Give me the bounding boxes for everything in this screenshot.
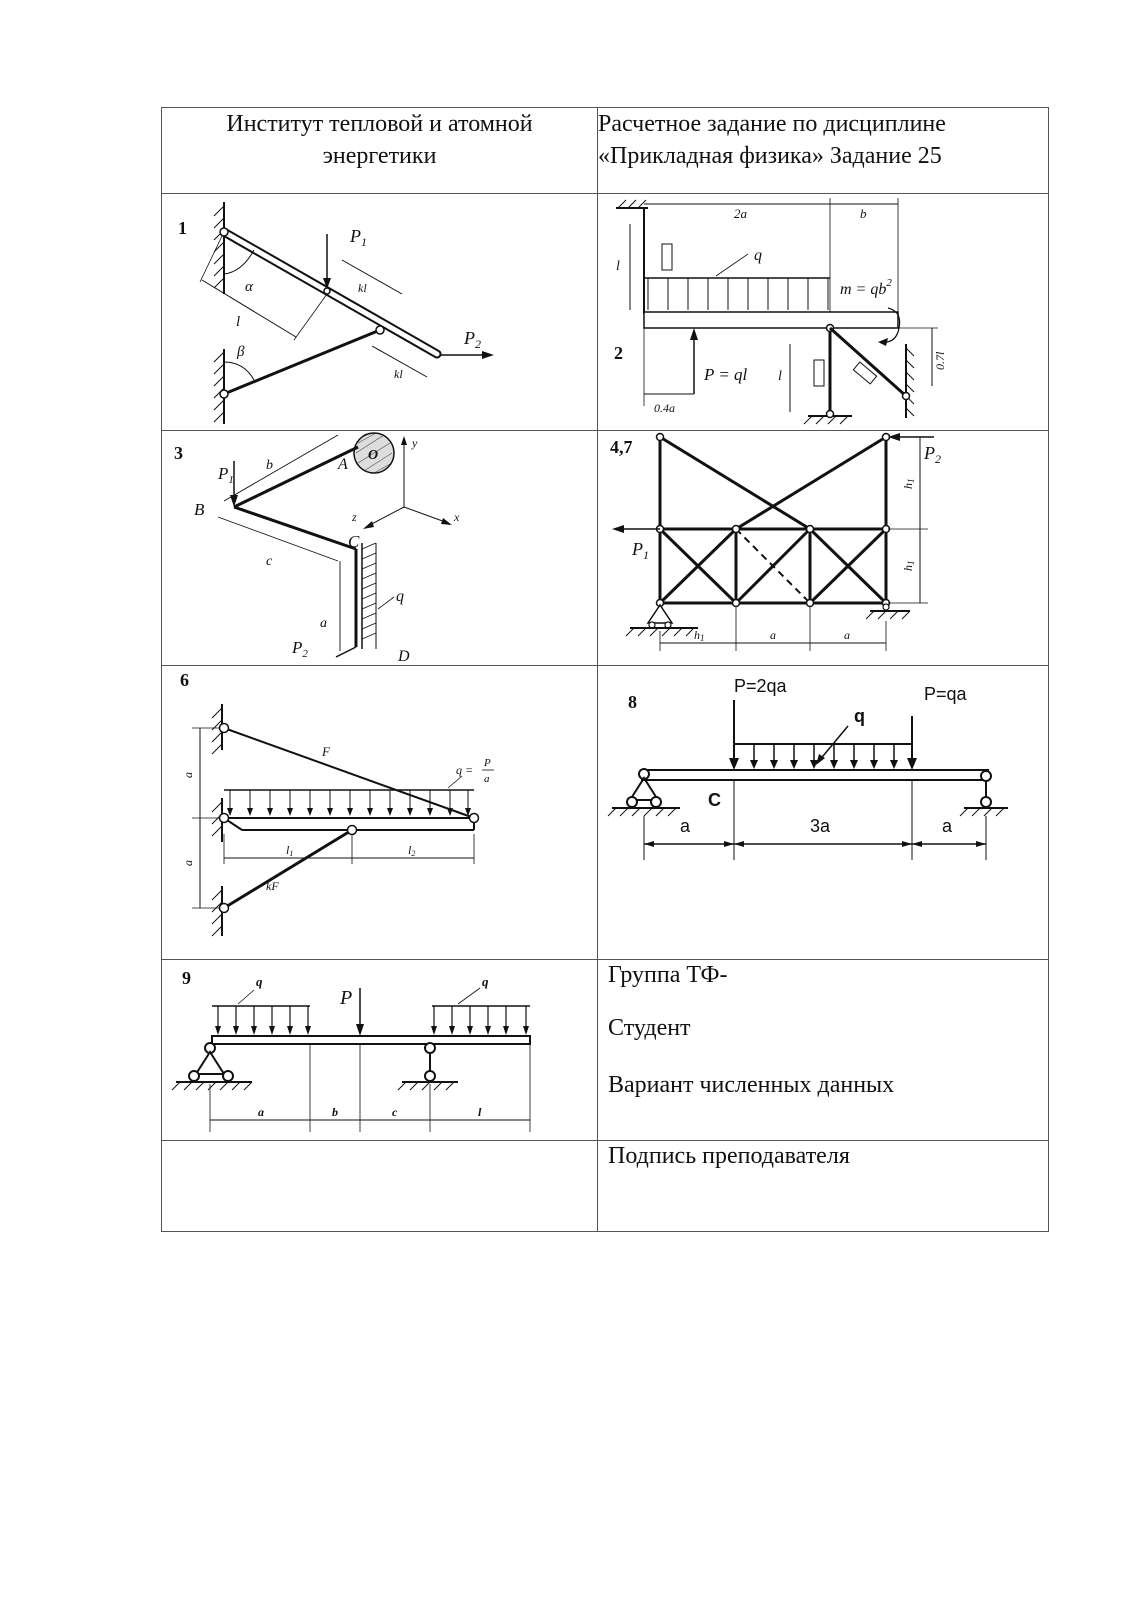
p2-p-label: P = ql (704, 365, 748, 384)
problem-3-cell (162, 431, 598, 666)
problem-4-7-cell (598, 431, 1049, 666)
p6-f-label: F (322, 744, 330, 759)
p3-p1-label: $P_1$ (218, 464, 234, 486)
p3-d-point-label: D (398, 648, 410, 664)
p3-p2-label: $P_2$ (292, 638, 308, 660)
p3-a-point-label: A (338, 456, 348, 473)
p4-a2-dim-label: a (844, 628, 850, 642)
assignment-sheet (161, 107, 1048, 1253)
p1-length-label: l (236, 314, 241, 330)
variant-label: Вариант численных данных (608, 1072, 895, 1098)
p8-a-right-label: a (942, 816, 953, 836)
p2-b-label: b (860, 206, 867, 221)
problem-9-cell (162, 960, 598, 1141)
problem-8-cell (598, 666, 1049, 960)
p4-h-top-label: h1 (901, 478, 916, 489)
problem-8-number: 8 (628, 692, 637, 712)
p2-l-right-label: l (778, 369, 782, 384)
problem-6-diagram (162, 666, 596, 958)
problem-1-diagram (162, 194, 596, 429)
signature-cell (598, 1141, 1049, 1232)
p9-p-label: P (340, 987, 353, 1009)
problem-8-diagram (598, 666, 1047, 958)
p8-q-label: q (854, 706, 865, 726)
problem-2-cell (598, 194, 1049, 431)
p4-p1-label: $P_1$ (632, 539, 649, 562)
p3-o-label: O (368, 448, 379, 463)
p4-h-dim-label: h1 (694, 628, 705, 643)
institute-line-2: энергетики (322, 143, 437, 169)
p6-q-denominator: a (484, 773, 490, 785)
p9-c-label: c (392, 1105, 398, 1119)
student-info-cell (598, 960, 1049, 1141)
institute-cell (162, 108, 598, 194)
institute-line-1: Институт тепловой и атомной (226, 111, 533, 137)
signature-label: Подпись преподавателя (608, 1143, 850, 1169)
p3-z-label: z (352, 510, 357, 524)
p2-force-label: $P_2$ (464, 328, 481, 351)
p3-b-point-label: B (194, 500, 205, 519)
p6-a-top-label: a (181, 772, 195, 778)
problem-4-7-diagram (598, 431, 1047, 664)
student-label: Студент (608, 1015, 691, 1041)
p3-q-label: q (396, 588, 404, 605)
empty-cell (162, 1141, 598, 1232)
p2-q-label: q (754, 247, 762, 264)
problem-4-7-number: 4,7 (610, 437, 633, 457)
problem-6-cell (162, 666, 598, 960)
p9-q-left-label: q (256, 974, 263, 989)
p6-a-bottom-label: a (181, 860, 195, 866)
p8-c-label: C (708, 790, 721, 810)
p2-l-left-label: l (616, 259, 620, 274)
problem-2-diagram (598, 194, 1047, 429)
p9-b-label: b (332, 1105, 338, 1119)
problem-6-number: 6 (180, 670, 189, 690)
assignment-title-cell (598, 108, 1049, 194)
p9-q-right-label: q (482, 974, 489, 989)
problem-2-number: 2 (614, 343, 623, 363)
assignment-title-line-2: «Прикладная физика» Задание 25 (598, 143, 942, 169)
p3-c-point-label: C (348, 532, 360, 551)
problem-9-diagram (162, 960, 596, 1139)
p6-kf-label: kF (266, 879, 279, 893)
p6-l1-label: l1 (286, 843, 294, 858)
p3-y-label: y (412, 436, 418, 450)
assignment-title-line-1: Расчетное задание по дисциплине (598, 111, 946, 137)
p6-q-label: q = (456, 763, 474, 777)
p3-c-dim-label: c (266, 554, 273, 569)
p1-force-label: $P_1$ (350, 226, 367, 249)
p6-l2-label: l2 (408, 843, 416, 858)
p4-h-bot-label: h1 (901, 560, 916, 571)
p3-b-dim-label: b (266, 458, 273, 473)
p4-a1-dim-label: a (770, 628, 776, 642)
problem-3-diagram (162, 431, 596, 664)
p4-p2-label: $P_2$ (924, 443, 941, 466)
p9-a-label: a (258, 1105, 264, 1119)
p1-beta-label: β (237, 344, 245, 360)
p8-3a-label: 3a (810, 816, 831, 836)
p6-q-numerator: P (484, 757, 491, 769)
assignment-table (161, 107, 1049, 1232)
group-label: Группа ТФ- (608, 962, 728, 988)
p8-p-right-label: P=qa (924, 684, 967, 704)
problem-1-cell (162, 194, 598, 431)
problem-1-number: 1 (178, 218, 187, 238)
p8-p-left-label: P=2qa (734, 676, 787, 696)
p8-a-left-label: a (680, 816, 691, 836)
problem-9-number: 9 (182, 968, 191, 988)
p3-x-label: x (454, 510, 460, 524)
p1-kl-bottom-label: kl (394, 367, 403, 381)
p2-moment-label: $m = qb^2$ (840, 277, 892, 298)
p2-2a-label: 2a (734, 206, 747, 221)
p2-07l-label: 0.7l (933, 351, 947, 370)
p2-04a-label: 0.4a (654, 401, 675, 415)
problem-3-number: 3 (174, 443, 183, 463)
p3-a-dim-label: a (320, 616, 327, 631)
p1-kl-top-label: kl (358, 281, 367, 295)
p9-l-label: l (478, 1105, 482, 1119)
p1-alpha-label: α (245, 279, 253, 295)
